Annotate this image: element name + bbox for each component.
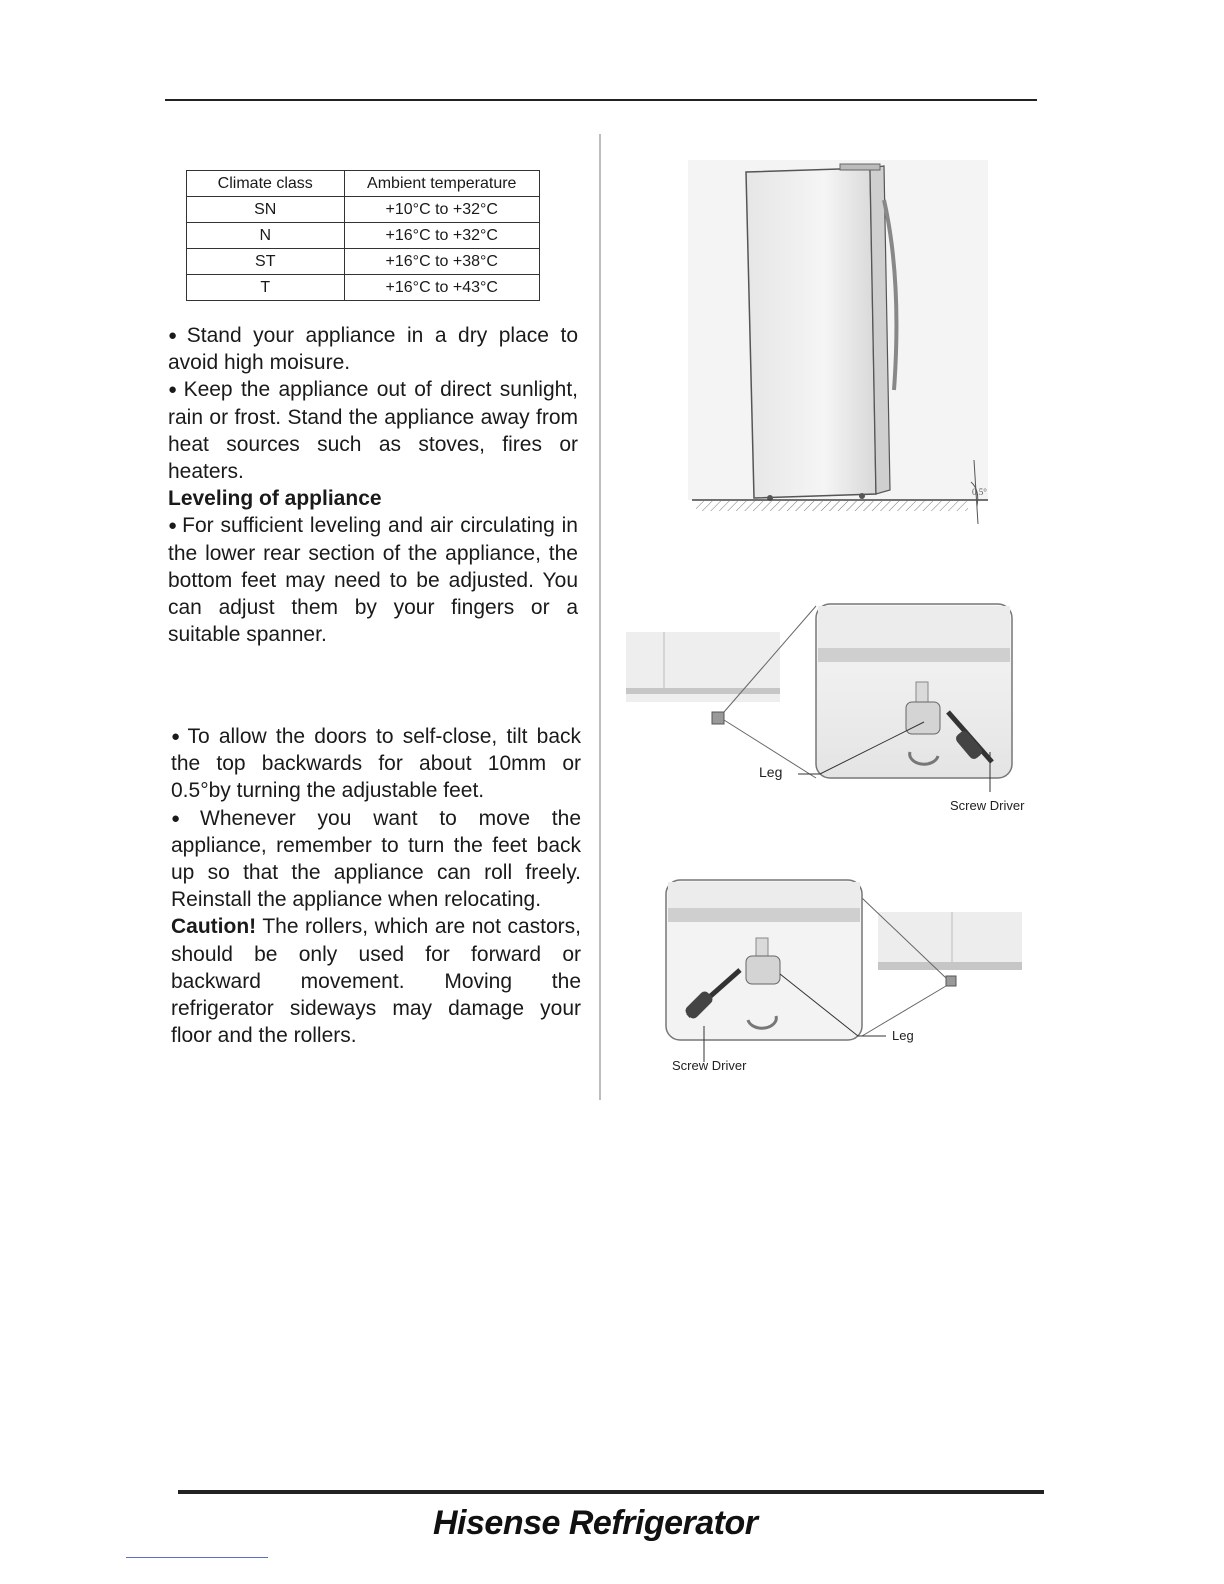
leg-adjust-illustration-2 [664,878,1034,1078]
table-cell: +10°C to +32°C [344,197,540,223]
climate-class-table [186,170,540,301]
screw-driver-label: Screw Driver [950,798,1025,813]
leg-label: Leg [892,1028,914,1043]
table-row [187,223,540,249]
caution-label: Caution! [171,915,257,939]
figure-leg-adjust-2 [664,878,1034,1078]
instruction-leveling: ● For sufficient leveling and air circulating in the lower rear section of the appliance, the bottom feet may need to be adjusted. You can adjust them by your fingers or a suitable spanner. [168,512,578,648]
section-heading-leveling: Leveling of appliance [168,487,382,511]
leg-label: Leg [759,764,783,780]
figure-leg-adjust-1 [624,602,1034,813]
caution-text: The rollers, which are not castors, should be only used for forward or backward movement. Moving the refrigerator sideways may damage your floor and the rollers. [171,915,581,1048]
table-cell: +16°C to +43°C [344,275,540,301]
fridge-side-illustration [688,160,998,530]
table-row [187,275,540,301]
table-row [187,249,540,275]
instruction-sunlight: ● Keep the appliance out of direct sunlight, rain or frost. Stand the appliance away from heat sources such as stoves, fires or heaters. [168,376,578,485]
table-header-cell: Ambient temperature [344,171,540,197]
table-header-cell: Climate class [187,171,345,197]
column-divider [599,134,601,1100]
instruction-self-close: ● To allow the doors to self-close, tilt back the top backwards for about 10mm or 0.5°by turning the adjustable feet. [171,723,581,805]
instruction-dry-place: ● Stand your appliance in a dry place to avoid high moisure. [168,322,578,376]
figure-fridge-tilt [688,160,998,530]
table-cell: N [187,223,345,249]
instruction-move: ● Whenever you want to move the appliance, remember to turn the feet back up so that the appliance can roll freely. Reinstall the appliance when relocating. [171,805,581,914]
leg-adjust-illustration-1 [624,602,1034,802]
table-cell: SN [187,197,345,223]
screw-driver-label: Screw Driver [672,1058,747,1073]
table-row [187,197,540,223]
header-rule [165,99,1037,101]
placement-instructions [168,322,578,648]
leveling-instructions [171,723,581,1049]
table-cell: +16°C to +38°C [344,249,540,275]
footer-rule [178,1490,1044,1494]
table-cell: ST [187,249,345,275]
corner-mark [126,1557,268,1558]
footer-brand: Hisense Refrigerator [433,1504,758,1542]
table-cell: T [187,275,345,301]
table-header-row [187,171,540,197]
tilt-angle-label: 0.5° [972,487,987,497]
table-cell: +16°C to +32°C [344,223,540,249]
caution-paragraph [171,913,581,1049]
